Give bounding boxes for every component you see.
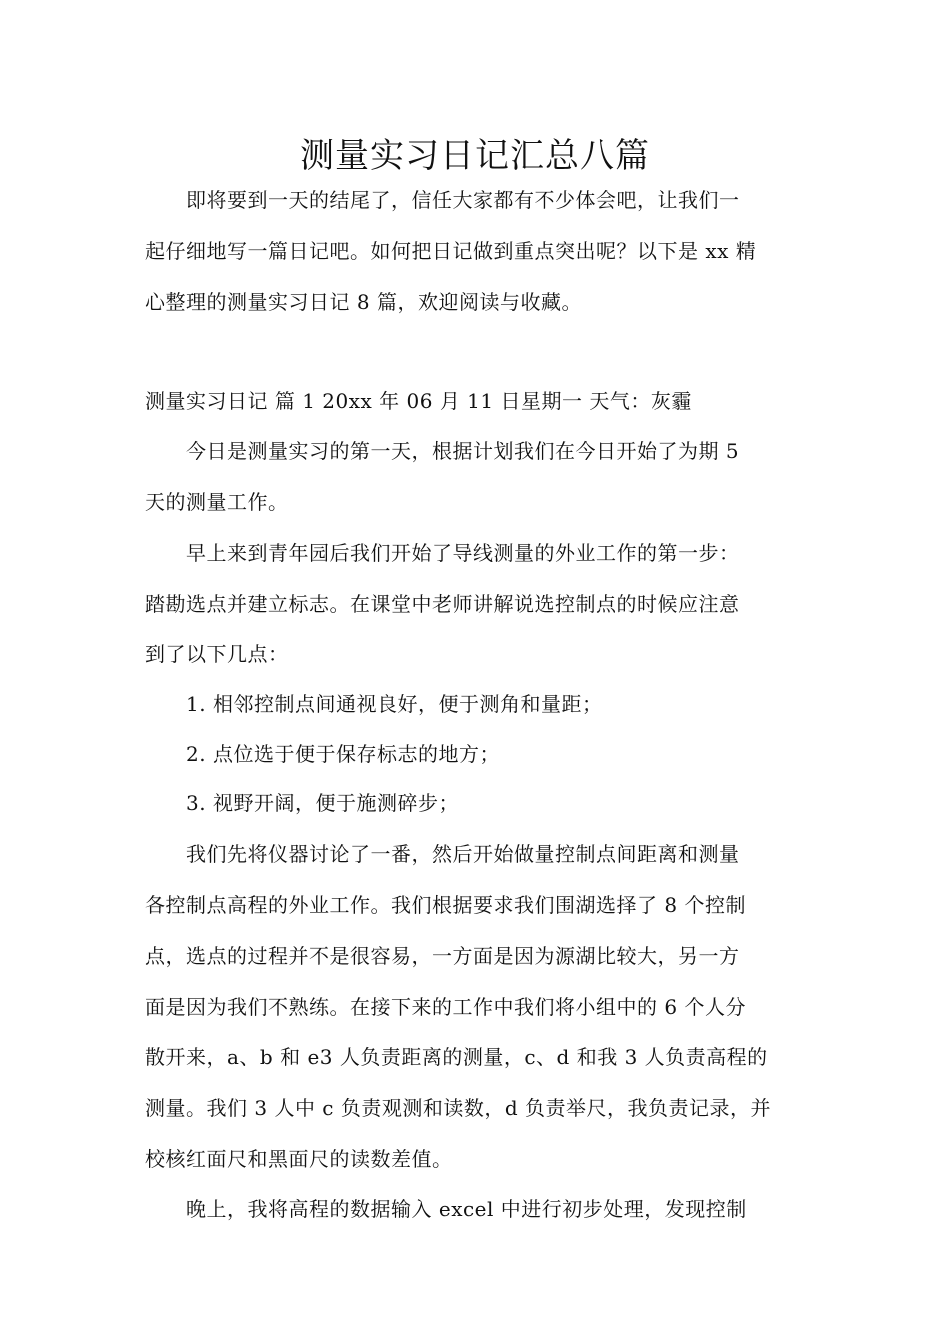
paragraph-line: 面是因为我们不熟练。在接下来的工作中我们将小组中的 6 个人分 [145, 995, 746, 1019]
paragraph-line: 我们先将仪器讨论了一番，然后开始做量控制点间距离和测量 [145, 842, 740, 866]
paragraph-line: 点，选点的过程并不是很容易，一方面是因为源湖比较大，另一方 [145, 944, 740, 968]
document-title: 测量实习日记汇总八篇 [300, 136, 650, 176]
list-item: 2. 点位选于便于保存标志的地方； [145, 742, 500, 766]
paragraph-line: 到了以下几点： [145, 642, 289, 666]
entry-heading: 测量实习日记 篇 1 20xx 年 06 月 11 日星期一 天气：灰霾 [145, 389, 692, 413]
list-item: 3. 视野开阔，便于施测碎步； [145, 791, 459, 815]
paragraph-line: 天的测量工作。 [145, 490, 289, 514]
paragraph-line: 踏勘选点并建立标志。在课堂中老师讲解说选控制点的时候应注意 [145, 592, 740, 616]
paragraph-line: 散开来，a、b 和 e3 人负责距离的测量，c、d 和我 3 人负责高程的 [145, 1045, 768, 1069]
paragraph-line: 各控制点高程的外业工作。我们根据要求我们围湖选择了 8 个控制 [145, 893, 746, 917]
intro-line-2: 起仔细地写一篇日记吧。如何把日记做到重点突出呢？以下是 xx 精 [145, 239, 757, 263]
paragraph-line: 晚上，我将高程的数据输入 excel 中进行初步处理，发现控制 [145, 1197, 747, 1221]
intro-line-3: 心整理的测量实习日记 8 篇，欢迎阅读与收藏。 [145, 290, 582, 314]
paragraph-line: 今日是测量实习的第一天，根据计划我们在今日开始了为期 5 [145, 439, 740, 463]
intro-line-1: 即将要到一天的结尾了，信任大家都有不少体会吧，让我们一 [145, 188, 740, 212]
paragraph-line: 早上来到青年园后我们开始了导线测量的外业工作的第一步： [145, 541, 740, 565]
list-item: 1. 相邻控制点间通视良好，便于测角和量距； [145, 692, 603, 716]
paragraph-line: 校核红面尺和黑面尺的读数差值。 [145, 1147, 453, 1171]
paragraph-line: 测量。我们 3 人中 c 负责观测和读数，d 负责举尺，我负责记录，并 [145, 1096, 772, 1120]
